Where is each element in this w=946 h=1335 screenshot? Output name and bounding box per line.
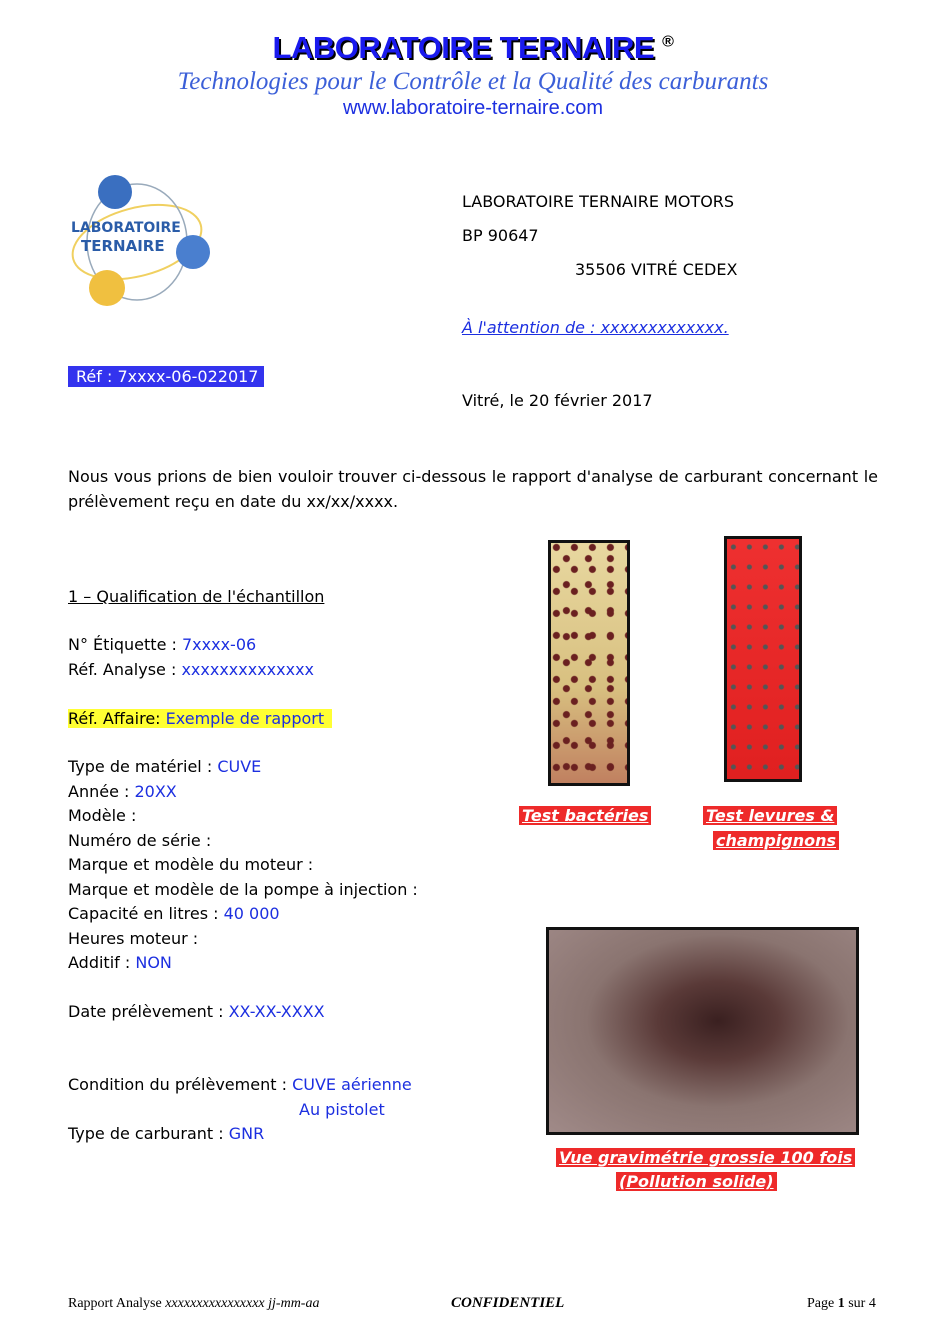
field-label: Heures moteur : <box>68 929 199 948</box>
footer-confidential: CONFIDENTIEL <box>451 1295 565 1311</box>
logo-text: LABORATOIRE <box>71 220 181 236</box>
logo-text: TERNAIRE <box>81 237 165 255</box>
caption-gravimetry: (Pollution solide) <box>616 1172 777 1191</box>
field-label: Date prélèvement : <box>68 1002 229 1021</box>
page-number <box>807 1296 876 1312</box>
field-label: Additif : <box>68 953 136 972</box>
attention-line: À l'attention de : xxxxxxxxxxxxx. <box>462 318 729 337</box>
footer-left <box>68 1296 319 1312</box>
field-label: Réf. Affaire: <box>68 709 166 728</box>
field-value: 20XX <box>134 782 177 801</box>
caption-bacteria: Test bactéries <box>519 806 651 825</box>
field-value: 7xxxx-06 <box>181 635 257 654</box>
footer-text: sur 4 <box>844 1296 876 1311</box>
registered-mark: ® <box>662 33 674 51</box>
field-label: Capacité en litres : <box>68 904 224 923</box>
address-bp: BP 90647 <box>462 226 539 245</box>
intro-paragraph: Nous vous prions de bien vouloir trouver ci-dessous le rapport d'analyse de carburant concernant le prélèvement reçu en date du xx/xx/xxxx. <box>68 467 878 511</box>
letter-date: Vitré, le 20 février 2017 <box>462 391 653 410</box>
field-value: Au pistolet <box>299 1100 385 1119</box>
field-value: XX-XX-XXXX <box>228 1002 325 1021</box>
field-label: Marque et modèle de la pompe à injection : <box>68 880 418 899</box>
field-label: Marque et modèle du moteur : <box>68 855 314 874</box>
field-label: Type de carburant : <box>68 1124 229 1143</box>
field-value: Exemple de rapport <box>165 709 325 728</box>
footer-text: Rapport Analyse <box>68 1296 166 1311</box>
address-city: 35506 VITRÉ CEDEX <box>575 260 738 279</box>
field-label: Année : <box>68 782 135 801</box>
field-label: Condition du prélèvement : <box>68 1075 293 1094</box>
gravimetry-image <box>546 927 859 1135</box>
page-current: 1 <box>837 1296 845 1311</box>
field-value: xxxxxxxxxxxxxx <box>181 660 314 679</box>
lab-logo <box>65 170 215 310</box>
yeast-test-image <box>724 536 802 782</box>
caption-gravimetry: Vue gravimétrie grossie 100 fois <box>556 1148 855 1167</box>
field-label: Modèle : <box>68 806 137 825</box>
tagline: Technologies pour le Contrôle et la Qualité des carburants <box>177 68 769 95</box>
website-link[interactable]: www.laboratoire-ternaire.com <box>342 97 604 119</box>
bacteria-test-image <box>548 540 630 786</box>
field-label: N° Étiquette : <box>68 635 182 654</box>
title-text: LABORATOIRE TERNAIRE <box>272 30 655 65</box>
field-label: Réf. Analyse : <box>68 660 182 679</box>
field-value: CUVE <box>217 757 262 776</box>
field-value: CUVE aérienne <box>292 1075 412 1094</box>
address-name: LABORATOIRE TERNAIRE MOTORS <box>462 192 735 211</box>
field-label: Type de matériel : <box>68 757 218 776</box>
field-label: Numéro de série : <box>68 831 212 850</box>
lab-title <box>0 30 946 66</box>
footer-ref: xxxxxxxxxxxxxxxx jj-mm-aa <box>165 1296 320 1311</box>
caption-yeast: champignons <box>713 831 839 850</box>
section-title: 1 – Qualification de l'échantillon <box>68 587 325 606</box>
field-value: NON <box>135 953 172 972</box>
footer-text: Page <box>807 1296 838 1311</box>
field-value: GNR <box>228 1124 265 1143</box>
field-value: 40 000 <box>223 904 280 923</box>
caption-yeast: Test levures & <box>703 806 837 825</box>
reference-badge: Réf : 7xxxx-06-022017 <box>68 366 264 387</box>
